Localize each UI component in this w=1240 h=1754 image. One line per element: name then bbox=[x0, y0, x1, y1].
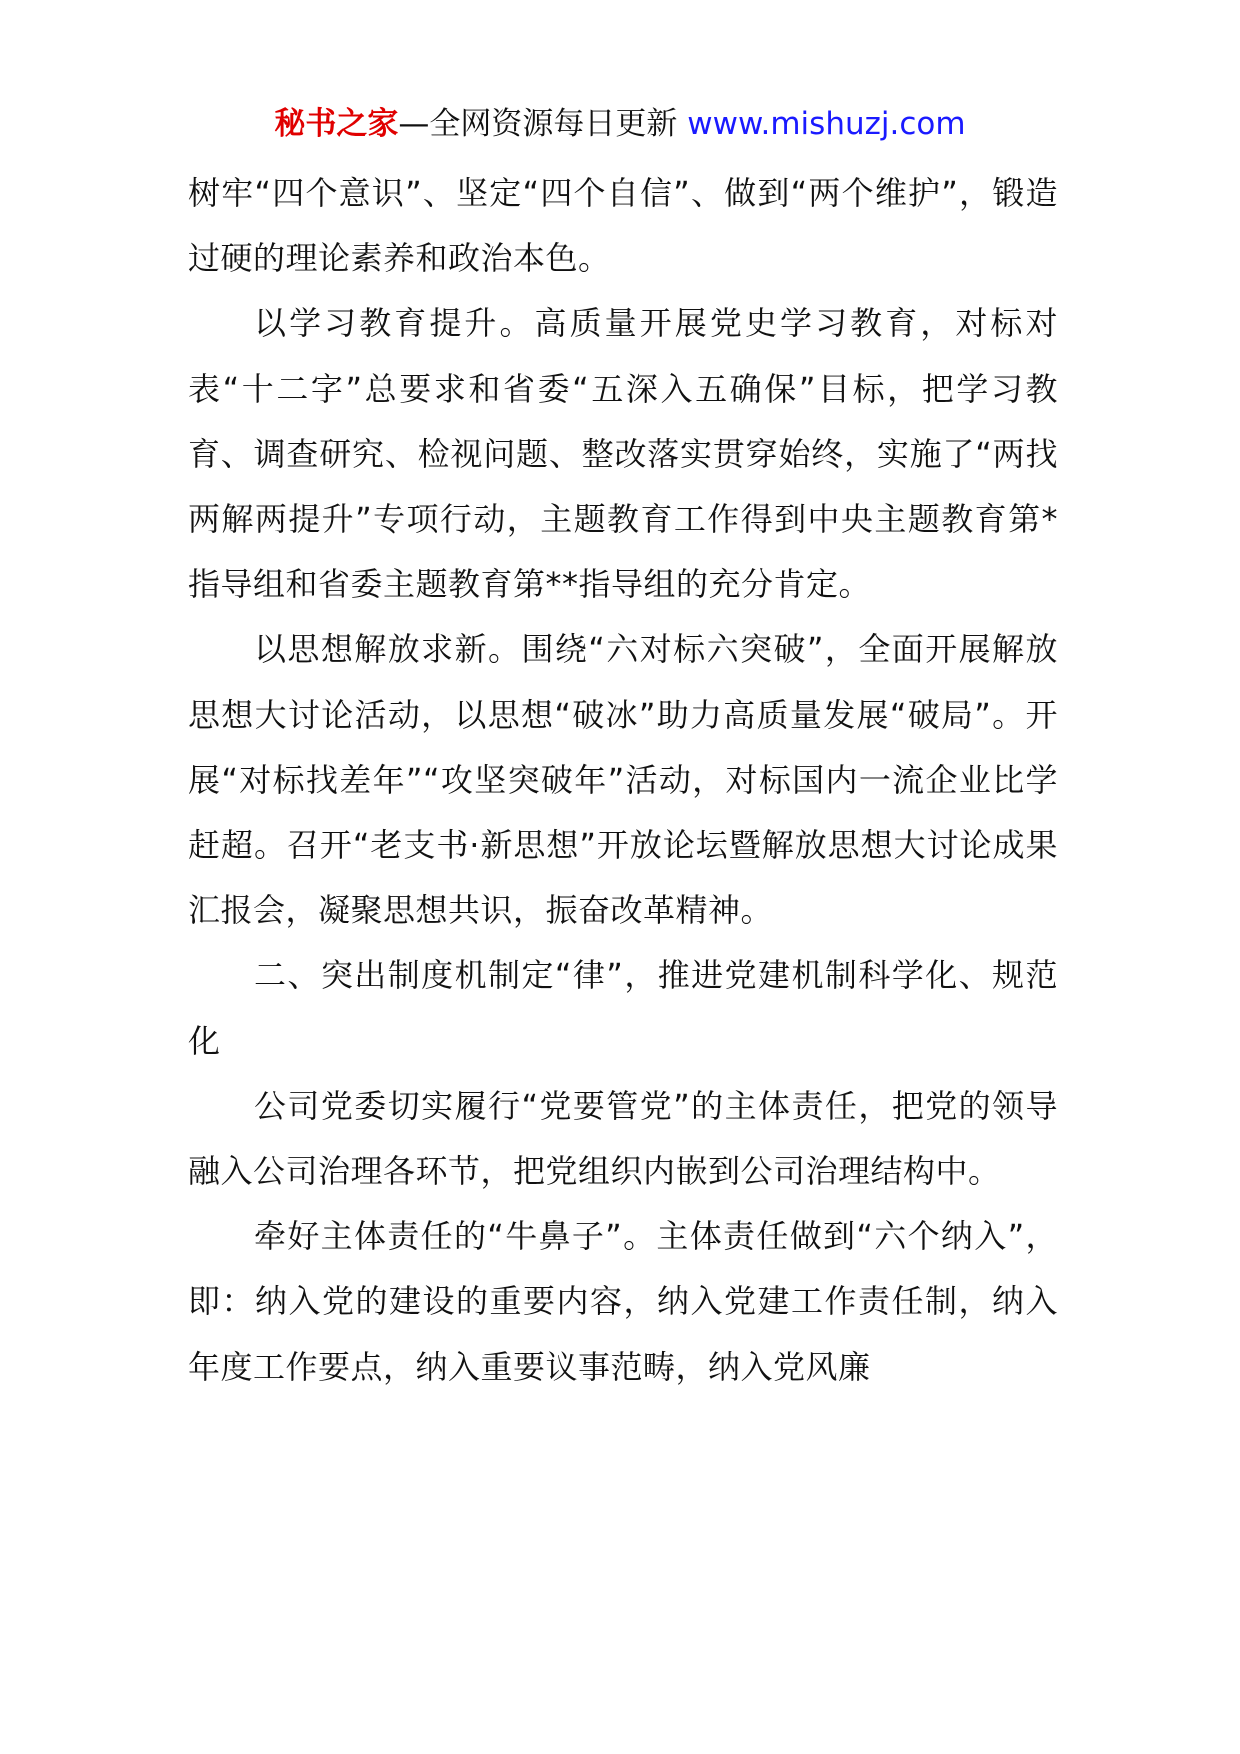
brand-name: 秘书之家 bbox=[274, 106, 399, 142]
paragraph-study-education: 以学习教育提升。高质量开展党史学习教育，对标对表“十二字”总要求和省委“五深入五确保”目标，把学习教育、调查研究、检视问题、整改落实贯穿始终，实施了“两找两解两提升”专项行动，主题教育工作得到中央主题教育第*指导组和省委主题教育第**指导组的充分肯定。 bbox=[188, 304, 1058, 604]
paragraph-main-responsibility: 牵好主体责任的“牛鼻子”。主体责任做到“六个纳入”，即：纳入党的建设的重要内容，纳入党建工作责任制，纳入年度工作要点，纳入重要议事范畴，纳入党风廉 bbox=[188, 1217, 1058, 1386]
paragraph-continuation: 树牢“四个意识”、坚定“四个自信”、做到“两个维护”，锻造过硬的理论素养和政治本色。 bbox=[188, 174, 1058, 278]
paragraph-party-committee-responsibility: 公司党委切实履行“党要管党”的主体责任，把党的领导融入公司治理各环节，把党组织内嵌到公司治理结构中。 bbox=[188, 1086, 1058, 1191]
site-header bbox=[0, 102, 1240, 146]
section-heading-institutional-mechanism: 二、突出制度机制定“律”，推进党建机制科学化、规范化 bbox=[188, 956, 1058, 1060]
paragraph-ideological-liberation: 以思想解放求新。围绕“六对标六突破”，全面开展解放思想大讨论活动，以思想“破冰”助力高质量发展“破局”。开展“对标找差年”“攻坚突破年”活动，对标国内一流企业比学赶超。召开“老支书·新思想”开放论坛暨解放思想大讨论成果汇报会，凝聚思想共识，振奋改革精神。 bbox=[188, 630, 1058, 930]
document-body bbox=[188, 161, 1058, 1400]
header-slogan: —全网资源每日更新 bbox=[398, 106, 678, 142]
site-url[interactable]: www.mishuzj.com bbox=[687, 106, 966, 142]
